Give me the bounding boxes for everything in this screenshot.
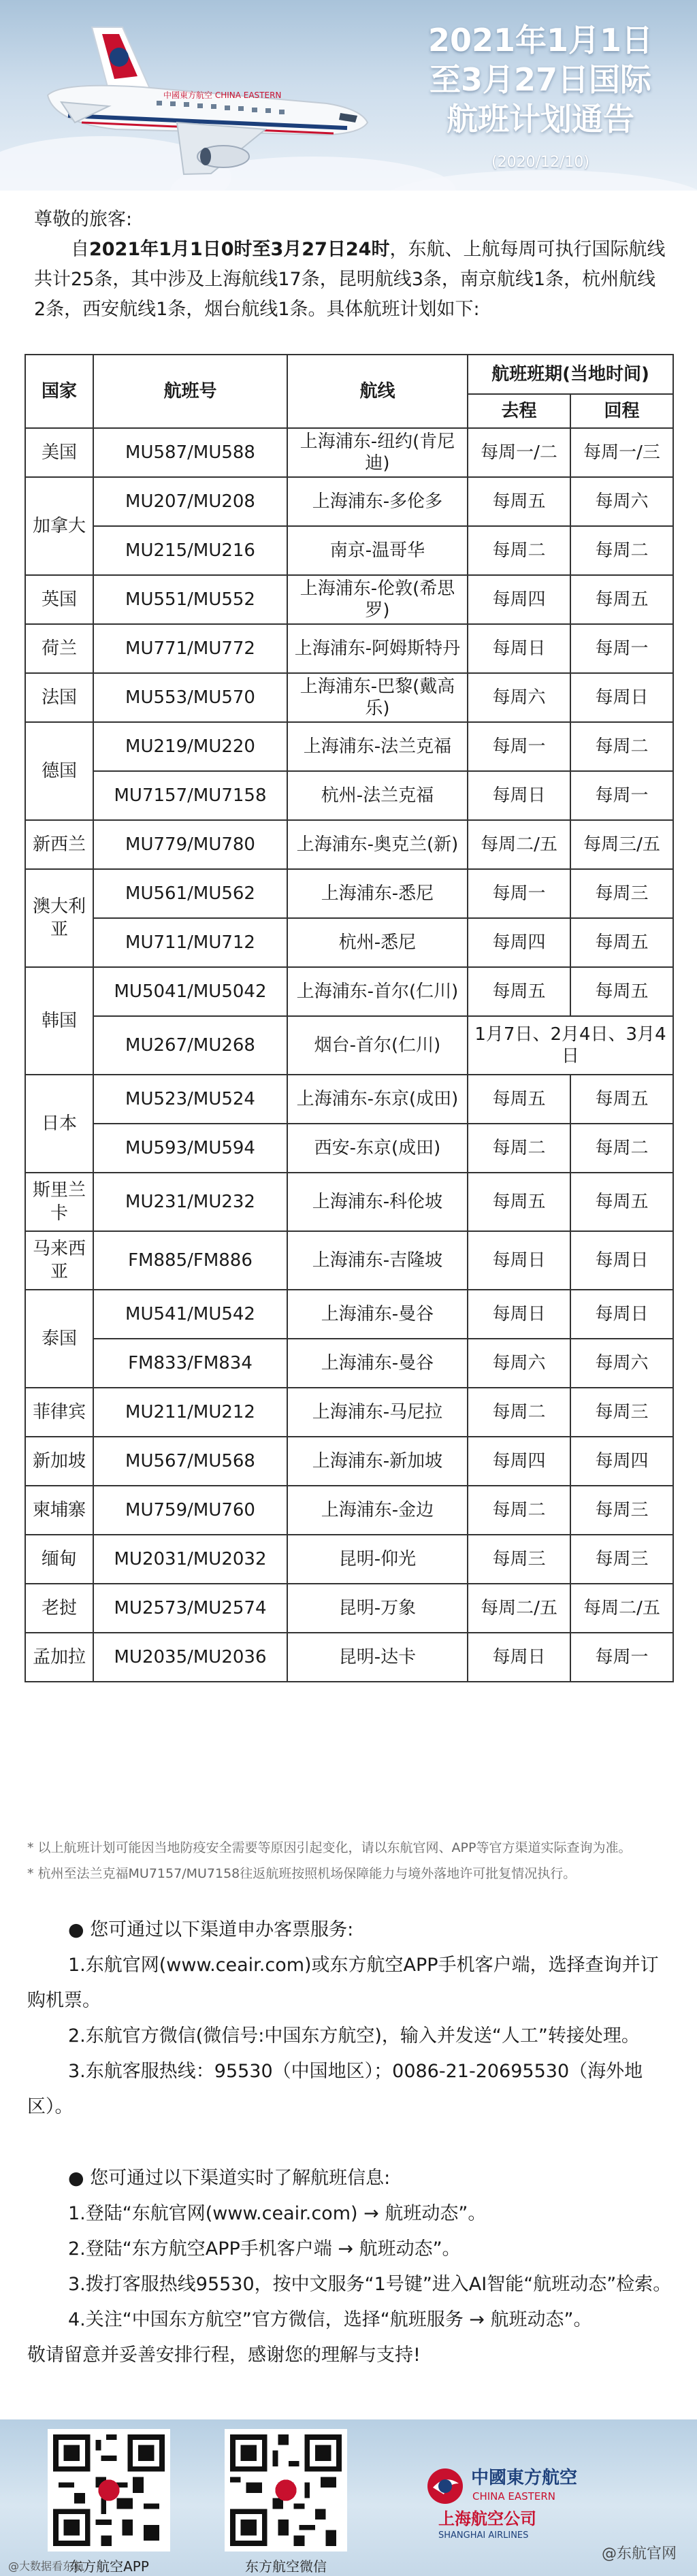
cell-outbound: 每周四 [468,918,570,967]
cell-outbound: 每周五 [468,1075,570,1124]
header-route: 航线 [287,355,468,428]
closing-line: 敬请留意并妥善安排行程，感谢您的理解与支持! [27,2345,421,2366]
cell-country: 新加坡 [25,1437,93,1486]
cell-return: 每周日 [570,1290,673,1339]
airline-logo [418,2460,622,2542]
flight-status-channels [27,2161,674,2373]
cell-outbound: 每周一 [468,869,570,918]
cell-flight: MU587/MU588 [93,428,287,477]
cell-return: 每周六 [570,477,673,526]
logo-sub-cn: 上海航空公司 [438,2509,536,2528]
cell-route: 昆明-仰光 [287,1535,468,1584]
header-flight: 航班号 [93,355,287,428]
cell-return: 每周一 [570,771,673,820]
cell-merged-dates: 1月7日、2月4日、3月4日 [468,1016,673,1075]
cell-return: 每周一/三 [570,428,673,477]
cell-flight: MU779/MU780 [93,820,287,869]
cell-route: 上海浦东-多伦多 [287,477,468,526]
cell-outbound: 每周一/二 [468,428,570,477]
cell-outbound: 每周日 [468,771,570,820]
cell-return: 每周二 [570,722,673,771]
banner-title-line: 至3月27日国际 [429,61,652,98]
cell-flight: MU211/MU212 [93,1388,287,1437]
status-heading: ● 您可通过以下渠道实时了解航班信息: [68,2168,391,2189]
logo-en: CHINA EASTERN [472,2490,555,2502]
cell-outbound: 每周二/五 [468,1584,570,1633]
banner-title-line: 航班计划通告 [447,101,634,137]
cell-flight: MU567/MU568 [93,1437,287,1486]
flight-schedule-table [25,354,672,1682]
booking-channels [27,1912,674,2125]
booking-item: 2.东航官方微信(微信号:中国东方航空)，输入并发送“人工”转接处理。 [68,2025,640,2047]
cell-country: 斯里兰卡 [25,1173,93,1231]
cell-flight: MU219/MU220 [93,722,287,771]
app-qr-code [48,2429,170,2551]
cell-return: 每周五 [570,1173,673,1231]
cell-route: 上海浦东-奥克兰(新) [287,820,468,869]
cell-outbound: 每周日 [468,1231,570,1290]
cell-return: 每周日 [570,1231,673,1290]
cell-return: 每周一 [570,1633,673,1682]
cell-route: 上海浦东-曼谷 [287,1339,468,1388]
cell-route: 上海浦东-伦敦(希思罗) [287,575,468,624]
cell-flight: MU231/MU232 [93,1173,287,1231]
cell-route: 上海浦东-法兰克福 [287,722,468,771]
banner-date: (2020/12/10) [491,154,589,171]
cell-country: 英国 [25,575,93,624]
cell-outbound: 每周二 [468,526,570,575]
cell-outbound: 每周日 [468,624,570,673]
airplane-illustration [7,14,374,177]
cell-outbound: 每周六 [468,1339,570,1388]
cell-flight: MU215/MU216 [93,526,287,575]
cell-outbound: 每周五 [468,477,570,526]
watermark-right: @东航官网 [601,2545,677,2562]
cell-outbound: 每周三 [468,1535,570,1584]
cell-country: 柬埔寨 [25,1486,93,1535]
logo-sub-en: SHANGHAI AIRLINES [438,2530,529,2541]
cell-route: 上海浦东-科伦坡 [287,1173,468,1231]
cell-route: 昆明-万象 [287,1584,468,1633]
cell-outbound: 每周四 [468,575,570,624]
cell-flight: MU2035/MU2036 [93,1633,287,1682]
cell-country: 老挝 [25,1584,93,1633]
footer-banner [0,2419,697,2576]
cell-country: 加拿大 [25,477,93,575]
cell-return: 每周二/五 [570,1584,673,1633]
cell-route: 上海浦东-巴黎(戴高乐) [287,673,468,722]
greeting: 尊敬的旅客: [34,209,133,230]
cell-country: 日本 [25,1075,93,1173]
cell-route: 杭州-悉尼 [287,918,468,967]
cell-outbound: 每周五 [468,967,570,1016]
header-outbound: 去程 [468,394,570,428]
cell-flight: MU593/MU594 [93,1124,287,1173]
cell-return: 每周三/五 [570,820,673,869]
cell-outbound: 每周二 [468,1124,570,1173]
watermark-left: @大数据看东航 [8,2560,85,2573]
cell-route: 上海浦东-首尔(仁川) [287,967,468,1016]
intro-paragraph [34,235,667,325]
cell-return: 每周三 [570,1388,673,1437]
banner-title [411,20,670,139]
logo-text-on-plane: 中國東方航空 CHINA EASTERN [163,91,282,100]
cell-return: 每周三 [570,1486,673,1535]
cell-return: 每周六 [570,1339,673,1388]
booking-item: 3.东航客服热线：95530（中国地区）；0086-21-20695530（海外地区）。 [27,2061,643,2117]
cell-flight: MU5041/MU5042 [93,967,287,1016]
cell-return: 每周二 [570,1124,673,1173]
wechat-qr-code [225,2429,347,2551]
cell-return: 每周二 [570,526,673,575]
cell-flight: FM833/FM834 [93,1339,287,1388]
cell-flight: MU759/MU760 [93,1486,287,1535]
cell-flight: MU711/MU712 [93,918,287,967]
footnote: * 杭州至法兰克福MU7157/MU7158往返航班按照机场保障能力与境外落地许可批复情况执行。 [27,1866,577,1881]
cell-route: 上海浦东-曼谷 [287,1290,468,1339]
banner-title-line: 2021年1月1日 [427,22,653,59]
header-country: 国家 [25,355,93,428]
qr-caption: 东方航空APP [69,2558,149,2575]
qr-code-icon [53,2434,165,2546]
cell-route: 上海浦东-悉尼 [287,869,468,918]
cell-flight: MU561/MU562 [93,869,287,918]
cell-route: 上海浦东-东京(成田) [287,1075,468,1124]
cell-route: 上海浦东-吉隆坡 [287,1231,468,1290]
qr-code-icon [230,2434,342,2546]
cell-country: 德国 [25,722,93,820]
status-item: 2.登陆“东方航空APP手机客户端 → 航班动态”。 [68,2238,461,2260]
cell-country: 孟加拉 [25,1633,93,1682]
booking-item: 1.东航官网(www.ceair.com)或东方航空APP手机客户端，选择查询并订购机票。 [27,1955,659,2011]
cell-return: 每周五 [570,575,673,624]
cell-outbound: 每周五 [468,1173,570,1231]
header-schedule: 航班班期(当地时间) [468,355,673,394]
cell-flight: MU523/MU524 [93,1075,287,1124]
status-item: 4.关注“中国东方航空”官方微信，选择“航班服务 → 航班动态”。 [68,2309,592,2330]
cell-outbound: 每周四 [468,1437,570,1486]
cell-outbound: 每周日 [468,1633,570,1682]
cell-return: 每周三 [570,869,673,918]
cell-route: 上海浦东-金边 [287,1486,468,1535]
cell-route: 杭州-法兰克福 [287,771,468,820]
header-return: 回程 [570,394,673,428]
cell-outbound: 每周日 [468,1290,570,1339]
cell-flight: MU553/MU570 [93,673,287,722]
cell-outbound: 每周二 [468,1486,570,1535]
cell-country: 法国 [25,673,93,722]
cell-flight: MU207/MU208 [93,477,287,526]
cell-country: 缅甸 [25,1535,93,1584]
intro-rest: ，东航、上航每周可执行国际航线共计25条，其中涉及上海航线17条，昆明航线3条，南京航线1条，杭州航线2条，西安航线1条，烟台航线1条。具体航班计划如下: [34,239,666,320]
cell-route: 西安-东京(成田) [287,1124,468,1173]
cell-route: 昆明-达卡 [287,1633,468,1682]
cell-return: 每周五 [570,1075,673,1124]
footnote: * 以上航班计划可能因当地防疫安全需要等原因引起变化，请以东航官网、APP等官方渠道实际查询为准。 [27,1840,632,1855]
cell-country: 新西兰 [25,820,93,869]
cell-country: 泰国 [25,1290,93,1388]
cell-outbound: 每周一 [468,722,570,771]
cell-flight: MU551/MU552 [93,575,287,624]
header-banner [0,0,697,191]
cell-flight: MU7157/MU7158 [93,771,287,820]
cell-flight: MU771/MU772 [93,624,287,673]
cell-route: 上海浦东-新加坡 [287,1437,468,1486]
qr-caption: 东方航空微信 [245,2558,327,2575]
cell-flight: MU541/MU542 [93,1290,287,1339]
cell-country: 韩国 [25,967,93,1075]
cell-country: 澳大利亚 [25,869,93,967]
cell-country: 美国 [25,428,93,477]
cell-flight: FM885/FM886 [93,1231,287,1290]
intro-prefix: 自 [71,239,89,260]
cell-return: 每周三 [570,1535,673,1584]
cell-country: 马来西亚 [25,1231,93,1290]
cell-route: 上海浦东-阿姆斯特丹 [287,624,468,673]
cell-route: 上海浦东-马尼拉 [287,1388,468,1437]
status-item: 1.登陆“东航官网(www.ceair.com) → 航班动态”。 [68,2203,487,2224]
cell-outbound: 每周二/五 [468,820,570,869]
cell-route: 南京-温哥华 [287,526,468,575]
footnotes [27,1838,674,1889]
intro-bold-period: 2021年1月1日0时至3月27日24时 [89,239,390,260]
cell-return: 每周五 [570,967,673,1016]
cell-country: 菲律宾 [25,1388,93,1437]
cell-flight: MU267/MU268 [93,1016,287,1075]
cell-flight: MU2573/MU2574 [93,1584,287,1633]
cell-route: 烟台-首尔(仁川) [287,1016,468,1075]
cell-route: 上海浦东-纽约(肯尼迪) [287,428,468,477]
cell-return: 每周四 [570,1437,673,1486]
cell-country: 荷兰 [25,624,93,673]
logo-cn: 中國東方航空 [471,2468,578,2488]
cell-outbound: 每周二 [468,1388,570,1437]
booking-heading: ● 您可通过以下渠道申办客票服务: [68,1919,354,1940]
cell-return: 每周日 [570,673,673,722]
status-item: 3.拨打客服热线95530，按中文服务“1号键”进入AI智能“航班动态”检索。 [68,2274,672,2295]
cell-flight: MU2031/MU2032 [93,1535,287,1584]
cell-return: 每周五 [570,918,673,967]
cell-outbound: 每周六 [468,673,570,722]
cell-return: 每周一 [570,624,673,673]
